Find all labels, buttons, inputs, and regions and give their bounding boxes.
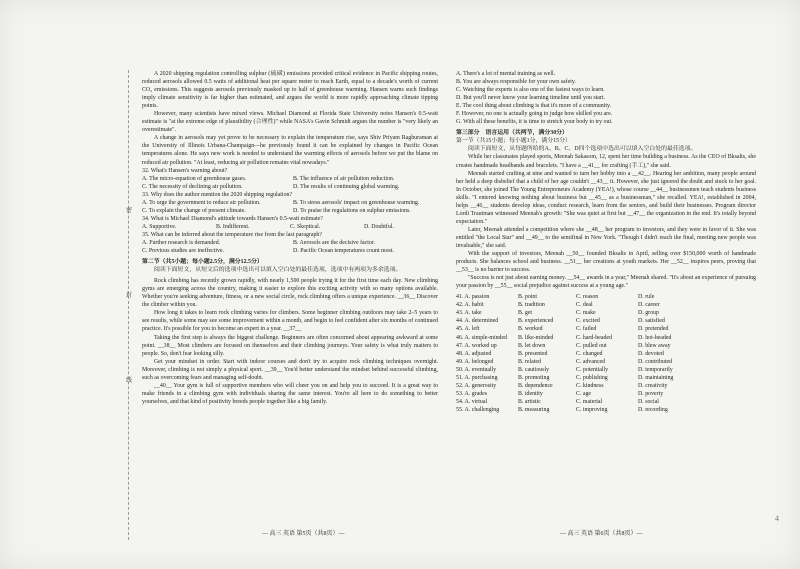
question-32: 32. What's Hansen's warning about? [142, 167, 228, 174]
option: A. Further research is demanded. [142, 239, 221, 246]
passage-paragraph: "Success is not just about earning money. __54__ awards in a year," Meenah shared. "It's about an experience of pursuing your passion by __55__ social prejudice against success at a young age." [456, 275, 756, 290]
option: B. To stress aerosols' impact on greenhouse warming. [293, 199, 420, 206]
question-35: 35. What can be inferred about the temperature rise from the last paragraph? [142, 231, 322, 238]
cloze-option: C. hard-headed [576, 334, 612, 341]
seal-mark-2: 封 [126, 293, 133, 299]
option: B. The influence of air pollution reduction. [293, 175, 395, 182]
cloze-option: B. related [518, 358, 541, 365]
page-footer: — 高三 英语 第5页（共8页）— [262, 531, 345, 537]
option: C. Skeptical. [290, 223, 321, 230]
cloze-option: 48. A. adjusted [456, 350, 492, 357]
cloze-option: 52. A. generosity [456, 382, 497, 389]
cloze-option: D. blew away [638, 342, 671, 349]
option: B. Aerosols are the decisive factor. [293, 239, 375, 246]
question-34: 34. What is Michael Diamond's attitude towards Hansen's 0.5-watt estimate? [142, 215, 323, 222]
passage-paragraph: While her classmates played sports, Meenah Sakasom, 12, spent her time building a business. As the CEO of Bksalts, she creates handmade headbands and bracelets. "I have a __41__ for crafting (手工)," she said. [456, 154, 756, 169]
passage-paragraph: How long it takes to learn rock climbing varies for climbers. Some beginner climbing outdoors may take 2–5 years to see results, while some may see some improvement within a month, and begin to feel confident after six months of continued practice. It's possible for you to become an expert in a year. __37__ [142, 310, 438, 333]
passage-paragraph: __40__ Your gym is full of supportive members who will cheer you on and help you to succeed. It is a great way to make friends in a climbing gym with individuals sharing the same interest. You're all here to do something to better yourselves, and that kind of positivity breeds people together like a big family. [142, 382, 438, 405]
passage-paragraph: A change in aerosols may yet prove to be necessary to explain the temperature rise, says Shiv Priyam Raghuraman at the University of Illinois Urbana-Champaign—he previously found it can be explained by changes in Pacific Ocean temperatures alone. He says new work is needed to understand the warming effects of aerosols before we put the blame on reduced air pollution. "At least, reducing air pollution remains vital nowadays." [142, 135, 438, 166]
section-heading: 第三部分 语言运用（共两节，满分30分） [456, 130, 568, 137]
cloze-option: C. failed [576, 326, 597, 333]
cloze-option: C. pulled out [576, 342, 607, 349]
cloze-option: B. point [518, 294, 537, 301]
option: B. Indifferent. [216, 223, 250, 230]
cloze-option: D. group [638, 310, 659, 317]
cloze-option: D. satisfied [638, 318, 665, 325]
cloze-option: C. changed [576, 350, 603, 357]
cloze-option: D. career [638, 302, 660, 309]
cloze-option: B. experienced [518, 318, 554, 325]
choice-option: B. You are always responsible for your own safety. [456, 79, 576, 86]
cloze-option: C. improving [576, 406, 608, 413]
section-heading: 第二节（共5小题；每小题2.5分，满分12.5分） [142, 259, 263, 266]
passage-paragraph: Taking the first step is always the biggest challenge. Beginners are often concerned about appearing awkward at some point. __38__ Most climbers are focused on themselves and their climbing journeys. Your safety is what truly matters to people. So, don't fear looking silly. [142, 334, 438, 357]
passage-paragraph: A 2020 shipping regulation controlling sulphur (硫磺) emissions provided critical evidence in Pacific shipping routes, reduced aerosols allowed 0.5 watts of additional heat per square meter to reach Earth, equal to a decade's worth of current CO₂ emissions. This suggests aerosols previously masked up to half of greenhouse warming. Hansen warns such findings imply climate sensitivity is far higher than estimated, and argues the world is more rapidly approaching climate tipping points. [142, 71, 438, 110]
passage-paragraph: However, many scientists have mixed views. Michael Diamond at Florida State University notes Hansen's 0.5-watt estimate is "at the extreme edge of plausibility (合理性)" while NASA's Gavin Schmidt argues the number is "very likely an overestimate". [142, 111, 438, 134]
cloze-option: 55. A. challenging [456, 406, 500, 413]
question-33: 33. Why does the author mention the 2020 shipping regulation? [142, 191, 293, 198]
choice-option: D. But you'll never know your learning timeline until you start. [456, 95, 605, 102]
side-page-number: 4 [775, 514, 779, 523]
section-instruction: 阅读下面短文，从每题所给的A、B、C、D四个选项中选出可以填入空白处的最佳选项。 [468, 146, 697, 153]
cloze-option: C. potentially [576, 366, 609, 373]
cloze-option: B. artistic [518, 398, 541, 405]
option: D. Doubtful. [364, 223, 394, 230]
cloze-option: C. make [576, 310, 596, 317]
cloze-option: D. pretended [638, 326, 669, 333]
passage-paragraph: Get your mindset in order. Start with indoor courses and don't try to acquire rock climbing techniques overnight. Moreover, climbing is not simply a physical sport. __39__ You'd better understand the mindset behind successful climbing, such as overcoming fears and managing self-doubt. [142, 358, 438, 381]
cloze-option: B. let down [518, 342, 546, 349]
choice-option: A. There's a lot of mental training as well. [456, 71, 556, 77]
seal-mark-1: 密 [126, 208, 133, 214]
cloze-option: 47. A. worked up [456, 342, 497, 349]
passage-paragraph: Meenah started crafting at nine and wanted to turn her hobby into a __42__. Hearing her ambition, many people around her held a deep disbelief that a child of her age couldn't __43__ it. However, she just ignored the doubt and stuck to her goal. In October, she joined The Young Entrepreneurs Academy (YEA!), whose course __44__ businessmen teach students business skills. "I entered knowing nothing about business but __45__ as a businessman," she recalled. YEA!, established in 2004, helps __46__ students develop ideas, conduct research, learn from the seniors, and build their businesses. Program director Lordi Trautman witnessed Meenah's growth: "She was quiet at first but __47__ the organization in the end. It's totally beyond expectation." [456, 170, 756, 225]
cloze-option: C. excited [576, 318, 600, 325]
option: C. The necessity of declining air pollution. [142, 183, 243, 190]
cloze-option: B. identity [518, 390, 543, 397]
section-instruction: 阅读下面短文，从短文后的选项中选出可以填入空白处的最佳选项，选项中有两项为多余选项。 [154, 267, 402, 274]
options-33 [142, 199, 438, 215]
cloze-option: 53. A. grades [456, 390, 488, 397]
cloze-option: B. worked [518, 326, 543, 333]
option: D. To praise the regulations on sulphur emissions. [293, 207, 411, 214]
cloze-option: B. cautiously [518, 366, 550, 373]
cloze-options-table [456, 293, 756, 414]
cloze-option: D. recording [638, 406, 668, 413]
cloze-option: 54. A. virtual [456, 398, 488, 405]
choice-option: F. However, no one is actually going to judge how skilled you are. [456, 111, 613, 118]
cloze-option: C. kindness [576, 382, 604, 389]
passage-paragraph: Later, Meenah attended a competition where she __48__ her program to investors, and they were in favor of it. She was entitled "the Local Star" and __49__ to the semifinal in New York. "Though I didn't reach the final, meeting new people was invaluable," she said. [456, 226, 756, 249]
option: D. Pacific Ocean temperatures count most. [293, 248, 394, 255]
choice-option: E. The cool thing about climbing is that it's more of a community. [456, 103, 612, 110]
section-subheading: 第一节（共15小题；每小题1分，满分15分） [456, 138, 571, 145]
right-column [456, 70, 756, 414]
cloze-option: 50. A. eventually [456, 366, 497, 373]
cloze-option: D. creativity [638, 382, 668, 389]
cloze-option: D. contributed [638, 358, 673, 365]
option: D. The results of continuing global warming. [293, 183, 400, 190]
cloze-option: C. reason [576, 294, 599, 301]
page-footer: — 高三 英语 第6页（共8页）— [560, 531, 643, 537]
option: A. To urge the government to reduce air pollution. [142, 199, 261, 206]
option: C. To explain the change of present climate. [142, 207, 246, 214]
cloze-option: B. like-minded [518, 334, 554, 341]
cloze-option: 51. A. purchasing [456, 374, 498, 381]
cloze-option: C. deal [576, 302, 593, 309]
cloze-option: D. maintaining [638, 374, 674, 381]
cloze-option: D. temporarily [638, 366, 673, 373]
cloze-option: D. poverty [638, 390, 664, 397]
cloze-option: 44. A. determined [456, 318, 499, 325]
option: A. Supportive. [142, 223, 177, 230]
cloze-option: 46. A. simple-minded [456, 334, 508, 341]
cloze-option: 42. A. habit [456, 302, 484, 309]
cloze-option: B. promoting [518, 374, 550, 381]
cloze-option: 45. A. left [456, 326, 480, 333]
cloze-option: D. rule [638, 294, 655, 301]
choice-option: C. Watching the experts is also one of the fastest ways to learn. [456, 87, 605, 94]
cloze-option: B. dependence [518, 382, 553, 389]
cloze-option: D. devoted [638, 350, 664, 357]
cloze-option: C. publishing [576, 374, 608, 381]
options-34 [142, 223, 438, 231]
option: A. The micro-equation of greenhouse gases. [142, 175, 247, 182]
cloze-option: C. material [576, 398, 603, 405]
options-32 [142, 175, 438, 191]
cloze-option: D. social [638, 398, 659, 405]
passage-paragraph: Rock climbing has recently grown rapidly, with nearly 1,500 people trying it for the first time each day. New climbing gyms are emerging across the country, making it easier to explore this exciting activity with so many options available. Whether you're seeking adventure, fitness, or a new social circle, rock climbing offers a unique experience. __36__ Discover the climber within you. [142, 278, 438, 309]
cloze-option: C. age [576, 390, 592, 397]
option: C. Previous studies are ineffective. [142, 248, 225, 255]
seal-mark-3: 线 [126, 378, 133, 384]
cloze-option: 43. A. take [456, 310, 482, 317]
choice-option: G. With all these benefits, it is time to stretch your body to try out. [456, 119, 613, 126]
cloze-option: 41. A. passion [456, 294, 490, 301]
binding-line [128, 70, 129, 540]
cloze-option: B. get [518, 310, 533, 317]
cloze-option: D. hot-headed [638, 334, 672, 341]
options-35 [142, 239, 438, 255]
cloze-option: B. presented [518, 350, 548, 357]
cloze-option: B. measuring [518, 406, 550, 413]
cloze-option: C. advanced [576, 358, 606, 365]
cloze-option: B. tradition [518, 302, 545, 309]
left-column [142, 70, 438, 406]
passage-paragraph: With the support of investors, Meenah __50__ founded Bksalts in April, selling over $150,000 worth of handmade products. She balances school and business. __51__ her creations at youth markets. Her __52__ inspires peers, proving that __53__ is no barrier to success. [456, 251, 756, 274]
cloze-option: 49. A. belonged [456, 358, 494, 365]
